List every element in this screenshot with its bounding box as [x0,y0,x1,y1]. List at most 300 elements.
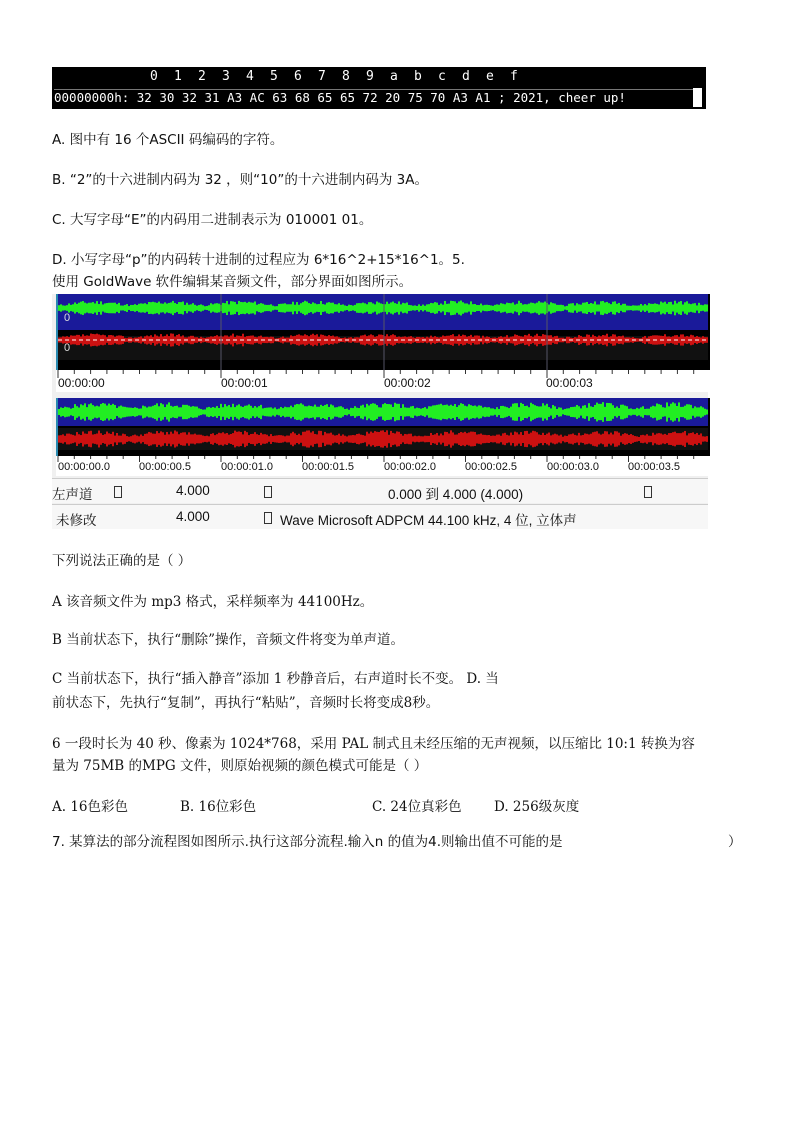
waveform-sample [538,406,540,417]
waveform-sample [374,304,376,311]
waveform-sample [186,435,188,444]
waveform-sample [622,405,624,420]
waveform-sample [270,407,272,416]
waveform-sample [446,432,448,446]
waveform-sample [194,305,196,311]
waveform-sample [436,433,438,445]
waveform-sample [144,434,146,444]
waveform-sample [450,405,452,420]
waveform-sample [544,435,546,443]
waveform-sample [618,433,620,446]
waveform-sample [174,337,176,344]
waveform-sample [148,302,150,314]
waveform-sample [244,406,246,418]
waveform-sample [314,335,316,345]
waveform-sample [346,306,348,310]
waveform-sample [420,337,422,342]
waveform-sample [142,304,144,313]
waveform-sample [642,435,644,443]
waveform-sample [226,433,228,445]
waveform-sample [68,434,70,445]
waveform-sample [634,409,636,415]
waveform-sample [472,304,474,312]
waveform-sample [636,338,638,341]
waveform-sample [464,406,466,419]
waveform-sample [480,406,482,419]
waveform-sample [530,303,532,314]
waveform-sample [238,404,240,419]
waveform-sample [692,408,694,416]
waveform-sample [74,302,76,313]
waveform-sample [226,301,228,315]
waveform-sample [270,434,272,444]
waveform-sample [300,335,302,344]
waveform-sample [242,434,244,443]
waveform-sample [608,403,610,421]
zero-marker-left: 0 [64,312,71,324]
waveform-sample [366,304,368,312]
waveform-sample [442,405,444,419]
waveform-sample [636,306,638,311]
waveform-sample [590,303,592,313]
waveform-sample [146,336,148,345]
waveform-sample [334,304,336,312]
waveform-sample [702,305,704,311]
waveform-sample [562,305,564,311]
q5-option-d: 前状态下，先执行“复制”，再执行“粘贴”，音频时长将变成8秒。 [52,695,440,711]
waveform-sample [666,304,668,312]
waveform-sample [132,408,134,416]
waveform-sample [514,432,516,447]
waveform-sample [326,303,328,314]
waveform-sample [286,407,288,417]
waveform-sample [194,434,196,445]
waveform-sample [640,407,642,416]
waveform-sample [644,435,646,442]
question-7: 7. 某算法的部分流程图如图所示.执行这部分流程.输入n 的值为4.则输出值不可能的是 [52,834,563,850]
waveform-sample [370,334,372,345]
waveform-sample [496,304,498,311]
waveform-sample [206,436,208,443]
waveform-sample [296,302,298,314]
waveform-sample [70,305,72,311]
waveform-sample [288,436,290,443]
text-cursor [693,88,702,107]
waveform-sample [460,432,462,446]
waveform-sample [538,434,540,443]
waveform-sample [706,409,708,414]
waveform-sample [370,432,372,447]
marker-icon [264,512,272,524]
waveform-sample [324,305,326,312]
waveform-sample [584,433,586,444]
waveform-sample [94,303,96,312]
waveform-sample [418,304,420,311]
waveform-sample [276,409,278,415]
waveform-sample [494,436,496,443]
waveform-sample [160,431,162,446]
waveform-sample [542,403,544,421]
waveform-sample [532,404,534,420]
waveform-sample [680,407,682,417]
waveform-sample [120,305,122,310]
waveform-sample [338,434,340,445]
waveform-sample [70,434,72,443]
waveform-sample [706,337,708,343]
waveform-sample [118,406,120,417]
waveform-sample [258,406,260,418]
waveform-sample [518,336,520,344]
waveform-sample [516,432,518,445]
waveform-sample [608,434,610,444]
waveform-sample [358,303,360,313]
hex-header [52,69,706,87]
waveform-sample [670,433,672,445]
length-value: 4.000 [176,509,210,524]
waveform-sample [684,431,686,447]
waveform-sample [618,303,620,313]
waveform-sample [412,436,414,441]
waveform-sample [506,435,508,443]
waveform-sample [458,301,460,314]
waveform-sample [420,409,422,416]
waveform-sample [664,434,666,444]
waveform-sample [250,302,252,313]
waveform-sample [654,303,656,312]
waveform-sample [436,303,438,314]
waveform-sample [560,435,562,444]
time-tick: 00:00:01.0 [221,461,273,473]
waveform-sample [178,407,180,416]
waveform-sample [602,301,604,315]
waveform-sample [490,436,492,442]
waveform-sample [256,434,258,444]
waveform-sample [680,433,682,445]
waveform-sample [602,402,604,422]
waveform-sample [94,406,96,417]
waveform-sample [418,436,420,442]
waveform-sample [670,404,672,421]
question-5-intro: 使用 GoldWave 软件编辑某音频文件，部分界面如图所示。 [52,274,413,290]
waveform-sample [88,303,90,314]
waveform-sample [614,301,616,314]
waveform-sample [560,305,562,311]
waveform-sample [402,436,404,443]
waveform-sample [386,430,388,447]
waveform-sample [132,305,134,311]
waveform-sample [136,305,138,311]
waveform-sample [486,305,488,312]
waveform-sample [484,407,486,417]
waveform-sample [230,301,232,315]
waveform-sample [506,303,508,314]
waveform-sample [406,302,408,313]
waveform-sample [524,304,526,312]
waveform-sample [234,407,236,417]
waveform-sample [72,408,74,416]
waveform-sample [522,435,524,443]
waveform-sample [536,432,538,445]
waveform-sample [466,303,468,312]
waveform-sample [430,303,432,313]
waveform-sample [406,337,408,343]
waveform-sample [214,435,216,443]
waveform-sample [196,306,198,311]
waveform-sample [128,408,130,417]
waveform-sample [434,405,436,418]
waveform-sample [284,303,286,312]
waveform-sample [688,404,690,419]
waveform-sample [606,431,608,446]
waveform-sample [198,435,200,444]
waveform-sample [126,338,128,342]
waveform-sample [278,435,280,443]
waveform-sample [336,336,338,343]
waveform-sample [144,406,146,417]
waveform-sample [66,407,68,417]
waveform-sample [240,302,242,314]
waveform-sample [82,431,84,446]
waveform-sample [622,304,624,312]
q6-option-c: C. 24位真彩色 [372,799,462,815]
waveform-sample [474,405,476,418]
hex-col: d [462,69,470,84]
waveform-sample [282,408,284,416]
waveform-sample [488,435,490,443]
waveform-sample [160,403,162,421]
waveform-sample [428,436,430,442]
waveform-sample [182,405,184,419]
waveform-sample [126,304,128,312]
waveform-sample [430,406,432,417]
waveform-sample [322,335,324,345]
waveform-sample [552,405,554,419]
waveform-sample [298,404,300,420]
waveform-sample [690,405,692,419]
waveform-sample [452,432,454,445]
waveform-sample [268,305,270,311]
waveform-sample [672,336,674,343]
waveform-sample [500,303,502,313]
waveform-sample [210,408,212,416]
waveform-sample [90,303,92,314]
waveform-sample [626,406,628,418]
waveform-sample [498,305,500,312]
waveform-sample [58,305,60,311]
waveform-sample [254,406,256,418]
waveform-sample [346,436,348,441]
waveform-sample [486,407,488,416]
waveform-sample [400,304,402,311]
waveform-sample [408,305,410,311]
waveform-sample [294,336,296,344]
waveform-sample [324,432,326,446]
waveform-sample [658,336,660,345]
waveform-sample [566,408,568,415]
waveform-sample [356,337,358,343]
time-tick: 00:00:01.5 [302,461,354,473]
waveform-sample [634,436,636,442]
waveform-sample [298,305,300,311]
waveform-sample [308,336,310,344]
hex-col: 6 [294,69,302,84]
waveform-sample [652,304,654,312]
waveform-sample [600,404,602,420]
waveform-sample [154,302,156,313]
waveform-sample [216,303,218,313]
waveform-sample [692,304,694,313]
waveform-sample [452,301,454,315]
waveform-sample [558,305,560,311]
waveform-sample [652,406,654,418]
waveform-sample [668,406,670,417]
waveform-sample [118,335,120,344]
waveform-sample [156,303,158,313]
waveform-sample [468,304,470,311]
waveform-sample [242,302,244,314]
waveform-sample [206,306,208,310]
waveform-sample [274,306,276,309]
waveform-sample [372,433,374,445]
waveform-sample [360,406,362,419]
waveform-sample [476,305,478,311]
waveform-sample [350,305,352,311]
waveform-sample [694,406,696,417]
waveform-sample [470,432,472,447]
detail-panel[interactable] [56,398,710,456]
waveform-sample [596,431,598,446]
waveform-sample [530,403,532,421]
waveform-sample [116,433,118,445]
hex-col: 5 [270,69,278,84]
waveform-sample [666,435,668,443]
waveform-sample [256,305,258,312]
waveform-sample [360,435,362,444]
waveform-sample [444,432,446,446]
waveform-sample [538,336,540,344]
waveform-sample [426,409,428,416]
waveform-sample [524,406,526,418]
waveform-sample [694,434,696,444]
waveform-sample [650,407,652,417]
waveform-sample [594,405,596,419]
waveform-sample [284,407,286,418]
waveform-sample [582,303,584,314]
waveform-sample [154,405,156,419]
waveform-sample [704,409,706,416]
waveform-sample [354,406,356,418]
waveform-sample [150,433,152,446]
waveform-sample [410,406,412,417]
waveform-sample [248,435,250,443]
waveform-sample [354,435,356,443]
waveform-sample [498,409,500,415]
waveform-sample [336,435,338,443]
waveform-sample [470,405,472,419]
waveform-sample [418,408,420,416]
waveform-sample [568,434,570,443]
waveform-sample [480,434,482,445]
waveform-sample [526,431,528,447]
hex-col: 3 [222,69,230,84]
waveform-sample [292,302,294,315]
time-tick: 00:00:00 [58,376,105,390]
waveform-sample [316,434,318,443]
waveform-sample [130,408,132,417]
waveform-sample [206,407,208,416]
waveform-sample [262,304,264,313]
waveform-sample [468,336,470,344]
waveform-sample [304,432,306,447]
waveform-sample [542,433,544,445]
waveform-sample [548,433,550,446]
waveform-sample [570,303,572,312]
waveform-sample [652,433,654,446]
waveform-sample [554,406,556,417]
waveform-sample [502,304,504,313]
option-b: B. “2”的十六进制内码为 32 ，则“10”的十六进制内码为 3A。 [52,172,428,188]
waveform-sample [344,409,346,415]
waveform-sample [574,435,576,443]
waveform-sample [482,435,484,443]
hex-col: f [510,69,518,84]
waveform-sample [248,302,250,314]
waveform-sample [64,436,66,442]
waveform-sample [630,338,632,343]
waveform-sample [230,336,232,345]
waveform-sample [482,305,484,310]
waveform-sample [246,432,248,446]
waveform-sample [170,406,172,418]
waveform-sample [408,408,410,417]
waveform-sample [508,303,510,313]
waveform-sample [674,301,676,316]
waveform-sample [94,434,96,444]
waveform-sample [368,405,370,418]
waveform-sample [516,304,518,312]
waveform-sample [310,432,312,445]
waveform-sample [116,304,118,312]
waveform-sample [86,407,88,417]
waveform-sample [612,405,614,419]
waveform-sample [704,437,706,442]
waveform-sample [588,335,590,345]
waveform-sample [604,407,606,417]
waveform-sample [114,303,116,314]
waveform-sample [616,337,618,344]
waveform-sample [700,433,702,444]
waveform-sample [152,302,154,314]
waveform-sample [138,409,140,416]
waveform-sample [656,304,658,312]
waveform-sample [460,403,462,421]
waveform-sample [374,431,376,447]
waveform-sample [80,404,82,419]
waveform-sample [364,335,366,346]
waveform-sample [192,406,194,418]
waveform-sample [526,406,528,419]
waveform-sample [618,408,620,416]
waveform-sample [134,304,136,312]
waveform-sample [364,407,366,416]
waveform-sample [222,303,224,313]
waveform-sample [644,336,646,344]
waveform-sample [462,404,464,420]
waveform-sample [256,407,258,416]
waveform-sample [472,406,474,418]
waveform-sample [460,301,462,316]
waveform-sample [584,405,586,419]
